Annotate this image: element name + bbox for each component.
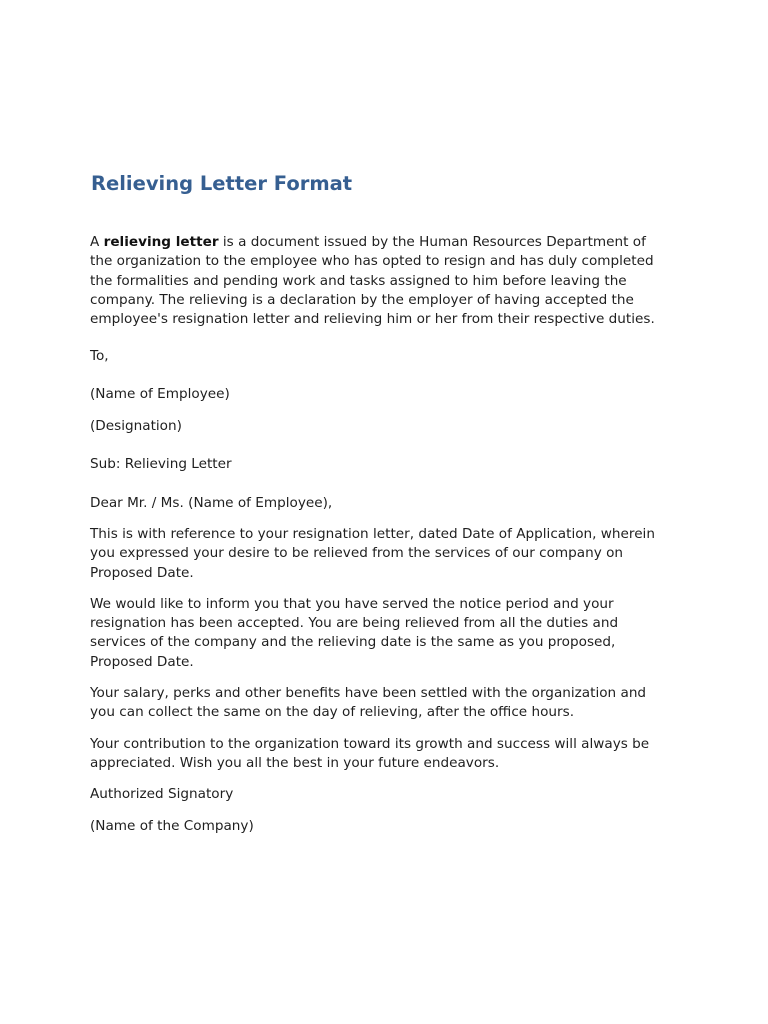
letter-to: To, (90, 348, 109, 365)
intro-line: employee's resignation letter and relieving him or her from their respective duties. (90, 311, 655, 328)
paragraph-line: Your salary, perks and other benefits have been settled with the organization and (90, 685, 647, 702)
paragraph-line: We would like to inform you that you have served the notice period and your (90, 595, 614, 612)
document-title: Relieving Letter Format (91, 172, 353, 195)
authorized-signatory: Authorized Signatory (90, 786, 234, 803)
paragraph-line: resignation has been accepted. You are being relieved from all the duties and (90, 615, 619, 632)
letter-salutation: Dear Mr. / Ms. (Name of Employee), (90, 494, 333, 511)
paragraph-line: services of the company and the relieving date is the same as you proposed, (90, 634, 616, 651)
letter-paragraph-acceptance (90, 595, 690, 672)
employee-name-placeholder: (Name of Employee) (90, 385, 230, 402)
letter-paragraph-closing (90, 735, 690, 774)
document-body (90, 233, 690, 836)
letter-subject: Sub: Relieving Letter (90, 456, 232, 473)
intro-paragraph (90, 233, 680, 329)
paragraph-line: This is with reference to your resignation letter, dated Date of Application, wherein (90, 525, 655, 542)
paragraph-line: Your contribution to the organization toward its growth and success will always be (90, 735, 650, 752)
letter-paragraph-settlement (90, 684, 690, 723)
intro-line: the formalities and pending work and tasks assigned to him before leaving the (90, 272, 627, 289)
paragraph-line: appreciated. Wish you all the best in your future endeavors. (90, 754, 500, 771)
paragraph-line: you expressed your desire to be relieved from the services of our company on (90, 545, 624, 562)
intro-lead: A (90, 234, 104, 250)
intro-line: is a document issued by the Human Resources Department of (218, 234, 646, 250)
intro-line: company. The relieving is a declaration by the employer of having accepted the (90, 291, 634, 308)
company-name-placeholder: (Name of the Company) (90, 817, 254, 834)
paragraph-line: Proposed Date. (90, 653, 194, 670)
paragraph-line: you can collect the same on the day of relieving, after the office hours. (90, 704, 575, 721)
designation-placeholder: (Designation) (90, 418, 182, 435)
intro-bold-term: relieving letter (103, 234, 219, 250)
paragraph-line: Proposed Date. (90, 564, 194, 581)
letter-paragraph-reference (90, 525, 690, 583)
intro-line: the organization to the employee who has opted to resign and has duly completed (90, 253, 654, 270)
